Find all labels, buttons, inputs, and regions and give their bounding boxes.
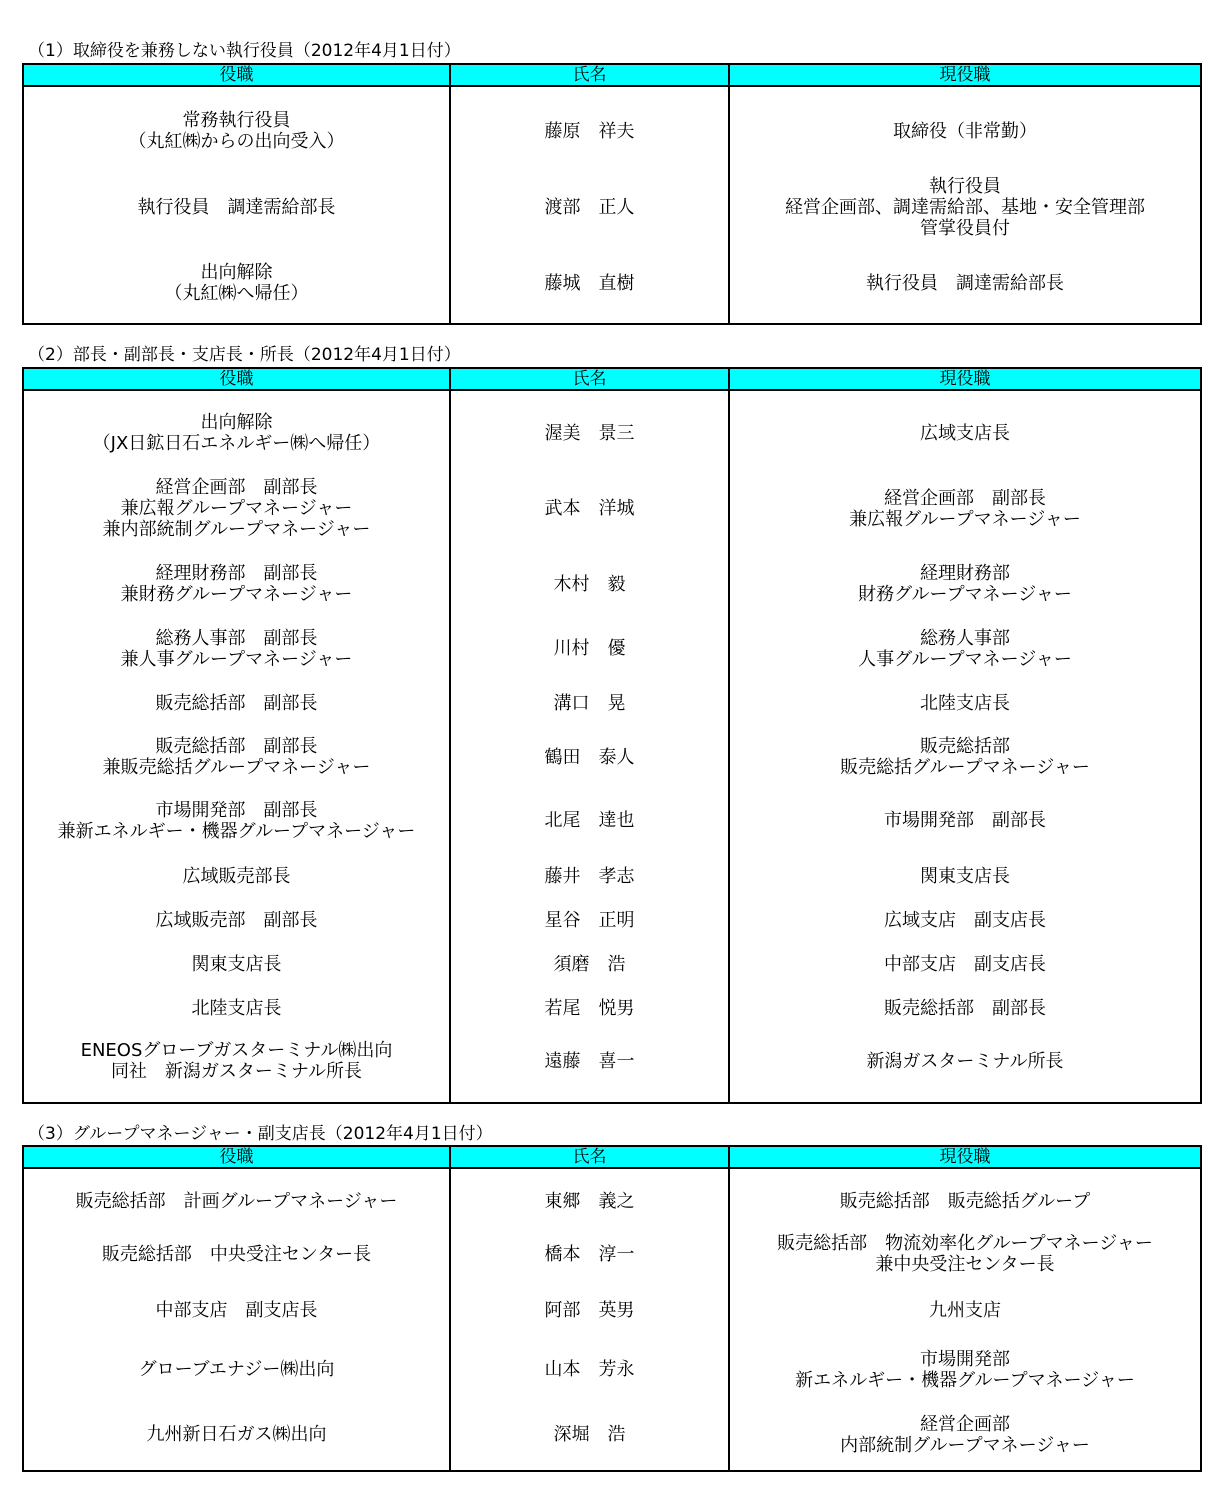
- table-body: [24, 391, 1200, 1102]
- column-name: [451, 391, 730, 1102]
- role-cell: 市場開発部 副部長 兼新エネルギー・機器グループマネージャー: [57, 799, 416, 842]
- name-cell: 鶴田 泰人: [544, 746, 635, 768]
- column-role: [24, 391, 451, 1102]
- header-role: 役職: [24, 1147, 451, 1167]
- role-cell: 九州新日石ガス㈱出向: [146, 1424, 327, 1445]
- name-cell: 渡部 正人: [544, 196, 635, 218]
- current-cell: 北陸支店長: [920, 693, 1010, 714]
- role-cell: 広域販売部長: [182, 865, 291, 887]
- section-title: （3）グループマネージャー・副支店長（2012年4月1日付）: [28, 1124, 493, 1144]
- table-body: [24, 87, 1200, 323]
- name-cell: 星谷 正明: [544, 910, 635, 931]
- current-cell: 販売総括部 物流効率化グループマネージャー 兼中央受注センター長: [777, 1233, 1153, 1275]
- role-cell: 出向解除 （JX日鉱日石エネルギー㈱へ帰任）: [92, 412, 381, 454]
- role-cell: 販売総括部 中央受注センター長: [101, 1243, 372, 1265]
- role-cell: 販売総括部 副部長 兼販売総括グループマネージャー: [102, 736, 371, 778]
- current-cell: 取締役（非常勤）: [893, 120, 1037, 142]
- table: [22, 367, 1202, 1104]
- column-current: [730, 87, 1200, 323]
- column-name: [451, 1169, 730, 1470]
- column-role: [24, 1169, 451, 1470]
- name-cell: 山本 芳永: [544, 1359, 635, 1380]
- role-cell: 中部支店 副支店長: [155, 1299, 318, 1321]
- name-cell: 藤城 直樹: [544, 272, 635, 294]
- role-cell: 販売総括部 副部長: [155, 693, 318, 714]
- header-role: 役職: [24, 65, 451, 85]
- current-cell: 広域支店長: [920, 422, 1010, 444]
- header-current: 現役職: [939, 1147, 991, 1167]
- name-cell: 遠藤 喜一: [544, 1050, 635, 1072]
- current-cell: 市場開発部 新エネルギー・機器グループマネージャー: [795, 1348, 1135, 1391]
- current-cell: 販売総括部 販売総括グループマネージャー: [840, 736, 1090, 778]
- column-name: [451, 87, 730, 323]
- role-cell: 総務人事部 副部長 兼人事グループマネージャー: [120, 627, 353, 670]
- name-cell: 橋本 淳一: [544, 1243, 635, 1265]
- name-cell: 渥美 景三: [544, 422, 635, 444]
- table: [22, 1145, 1202, 1472]
- role-cell: 経営企画部 副部長 兼広報グループマネージャー 兼内部統制グループマネージャー: [102, 477, 371, 540]
- role-cell: 広域販売部 副部長: [155, 910, 318, 931]
- name-cell: 北尾 達也: [544, 810, 635, 831]
- column-current: [730, 1169, 1200, 1470]
- current-cell: 関東支店長: [920, 865, 1010, 887]
- name-cell: 武本 洋城: [544, 498, 635, 519]
- current-cell: 執行役員 調達需給部長: [866, 272, 1064, 294]
- role-cell: 関東支店長: [191, 953, 282, 975]
- role-cell: ENEOSグローブガスターミナル㈱出向 同社 新潟ガスターミナル所長: [80, 1040, 393, 1082]
- section-title: （2）部長・副部長・支店長・所長（2012年4月1日付）: [28, 345, 461, 365]
- current-cell: 経営企画部 副部長 兼広報グループマネージャー: [849, 487, 1081, 530]
- table: [22, 63, 1202, 325]
- header-current: 現役職: [939, 65, 991, 85]
- current-cell: 総務人事部 人事グループマネージャー: [858, 627, 1072, 670]
- role-cell: 出向解除 （丸紅㈱へ帰任）: [164, 262, 309, 304]
- current-cell: 経理財務部 財務グループマネージャー: [858, 563, 1072, 605]
- table-header: [24, 65, 1200, 87]
- section-executive-officers: [22, 40, 1202, 326]
- current-cell: 執行役員 経営企画部、調達需給部、基地・安全管理部 管掌役員付: [785, 175, 1145, 239]
- name-cell: 須磨 浩: [553, 953, 626, 975]
- header-name: 氏名: [451, 65, 730, 85]
- section-title: （1）取締役を兼務しない執行役員（2012年4月1日付）: [28, 41, 461, 61]
- current-cell: 新潟ガスターミナル所長: [866, 1050, 1064, 1072]
- column-current: [730, 391, 1200, 1102]
- role-cell: 執行役員 調達需給部長: [137, 196, 336, 218]
- role-cell: 経理財務部 副部長 兼財務グループマネージャー: [120, 563, 353, 605]
- table-header: [24, 1147, 1200, 1169]
- name-cell: 東郷 義之: [544, 1190, 635, 1212]
- section-group-managers: [22, 1123, 1202, 1473]
- table-body: [24, 1169, 1200, 1470]
- name-cell: 川村 優: [553, 638, 626, 659]
- name-cell: 藤原 祥夫: [544, 120, 635, 142]
- role-cell: 販売総括部 計画グループマネージャー: [75, 1190, 398, 1212]
- name-cell: 木村 毅: [553, 573, 626, 595]
- header-name: 氏名: [451, 1147, 730, 1167]
- name-cell: 溝口 晃: [553, 693, 626, 714]
- current-cell: 市場開発部 副部長: [884, 810, 1046, 831]
- name-cell: 若尾 悦男: [544, 997, 635, 1019]
- header-role: 役職: [24, 369, 451, 389]
- role-cell: グローブエナジー㈱出向: [138, 1359, 335, 1380]
- header-current: 現役職: [939, 369, 991, 389]
- role-cell: 常務執行役員 （丸紅㈱からの出向受入）: [128, 110, 345, 152]
- current-cell: 広域支店 副支店長: [884, 910, 1046, 931]
- section-managers: [22, 344, 1202, 1104]
- current-cell: 経営企画部 内部統制グループマネージャー: [840, 1413, 1090, 1456]
- name-cell: 深堀 浩: [553, 1424, 626, 1445]
- table-header: [24, 369, 1200, 391]
- current-cell: 中部支店 副支店長: [884, 953, 1046, 975]
- role-cell: 北陸支店長: [191, 997, 282, 1019]
- column-role: [24, 87, 451, 323]
- current-cell: 九州支店: [929, 1299, 1001, 1321]
- name-cell: 阿部 英男: [544, 1299, 635, 1321]
- header-name: 氏名: [451, 369, 730, 389]
- current-cell: 販売総括部 販売総括グループ: [839, 1190, 1091, 1212]
- name-cell: 藤井 孝志: [544, 865, 635, 887]
- current-cell: 販売総括部 副部長: [884, 997, 1046, 1019]
